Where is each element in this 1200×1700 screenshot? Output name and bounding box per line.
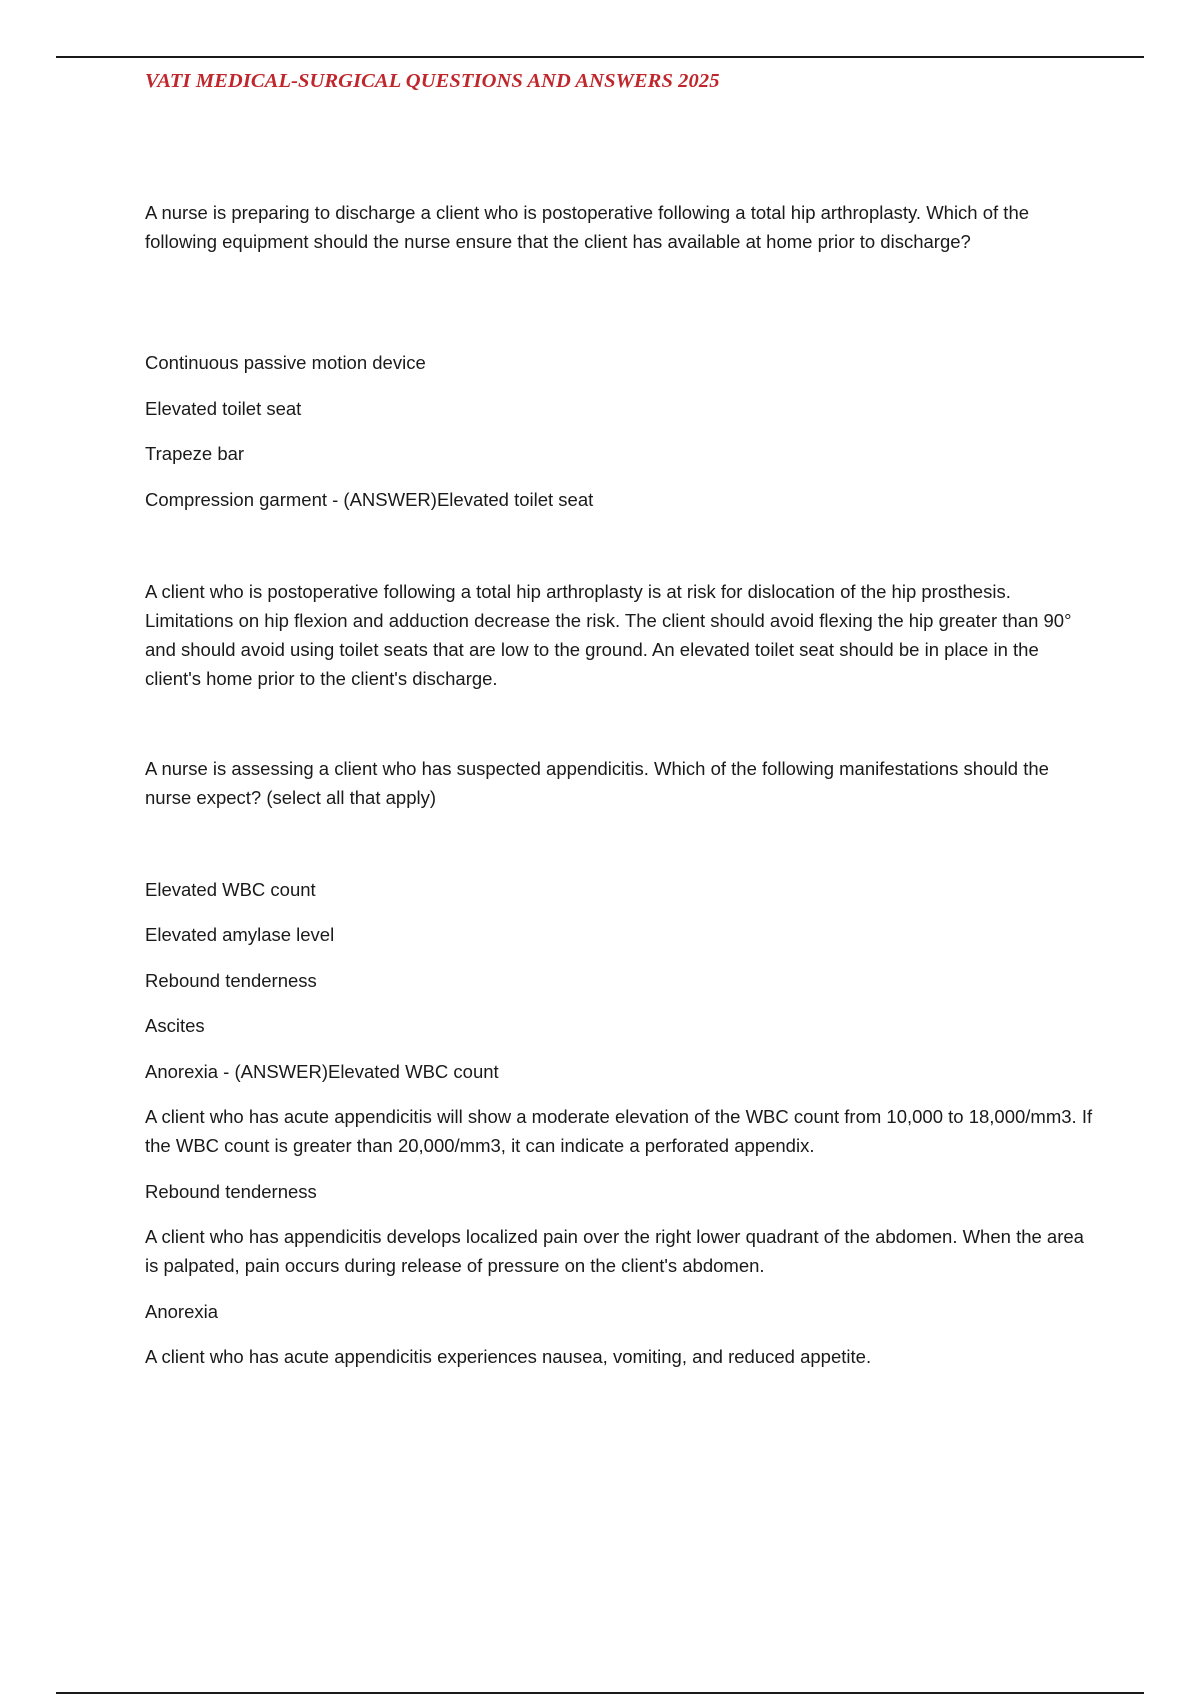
- q1-question: A nurse is preparing to discharge a client who is postoperative following a total hip arthroplasty. Which of the following equipment should the nurse ensure that the client has available at home prior to discharge?: [145, 202, 1030, 252]
- q2-option-5-answer: Anorexia - (ANSWER)Elevated WBC count: [145, 1061, 499, 1082]
- q2-question: A nurse is assessing a client who has suspected appendicitis. Which of the following manifestations should the nurse expect? (select all that apply): [145, 758, 1049, 808]
- top-rule: [56, 56, 1144, 58]
- q2-option-2: Elevated amylase level: [145, 924, 335, 945]
- q2-explanation-anorexia: A client who has acute appendicitis experiences nausea, vomiting, and reduced appetite.: [145, 1346, 872, 1367]
- q2-explanation-anorexia-heading: Anorexia: [145, 1301, 219, 1322]
- q2-explanation-wbc: A client who has acute appendicitis will show a moderate elevation of the WBC count from 10,000 to 18,000/mm3. If the WBC count is greater than 20,000/mm3, it can indicate a perforated appendix.: [145, 1106, 1093, 1156]
- q1-option-3: Trapeze bar: [145, 443, 245, 464]
- q1-option-4-answer: Compression garment - (ANSWER)Elevated toilet seat: [145, 489, 594, 510]
- q2-option-4: Ascites: [145, 1015, 205, 1036]
- page-header-title: VATI MEDICAL-SURGICAL QUESTIONS AND ANSWERS 2025: [145, 70, 720, 92]
- q1-option-1: Continuous passive motion device: [145, 352, 426, 373]
- q1-option-2: Elevated toilet seat: [145, 398, 302, 419]
- q2-explanation-rebound-heading: Rebound tenderness: [145, 1181, 317, 1202]
- bottom-rule: [56, 1692, 1144, 1694]
- q2-option-3: Rebound tenderness: [145, 970, 317, 991]
- q2-explanation-rebound: A client who has appendicitis develops localized pain over the right lower quadrant of the abdomen. When the area is palpated, pain occurs during release of pressure on the client's abdomen.: [145, 1226, 1084, 1276]
- q1-rationale: A client who is postoperative following a total hip arthroplasty is at risk for dislocation of the hip prosthesis. Limitations on hip flexion and adduction decrease the risk. The client should avoid flexing the hip greater than 90° and should avoid using toilet seats that are low to the ground. An elevated toilet seat should be in place in the client's home prior to the client's discharge.: [145, 581, 1072, 689]
- q2-option-1: Elevated WBC count: [145, 879, 316, 900]
